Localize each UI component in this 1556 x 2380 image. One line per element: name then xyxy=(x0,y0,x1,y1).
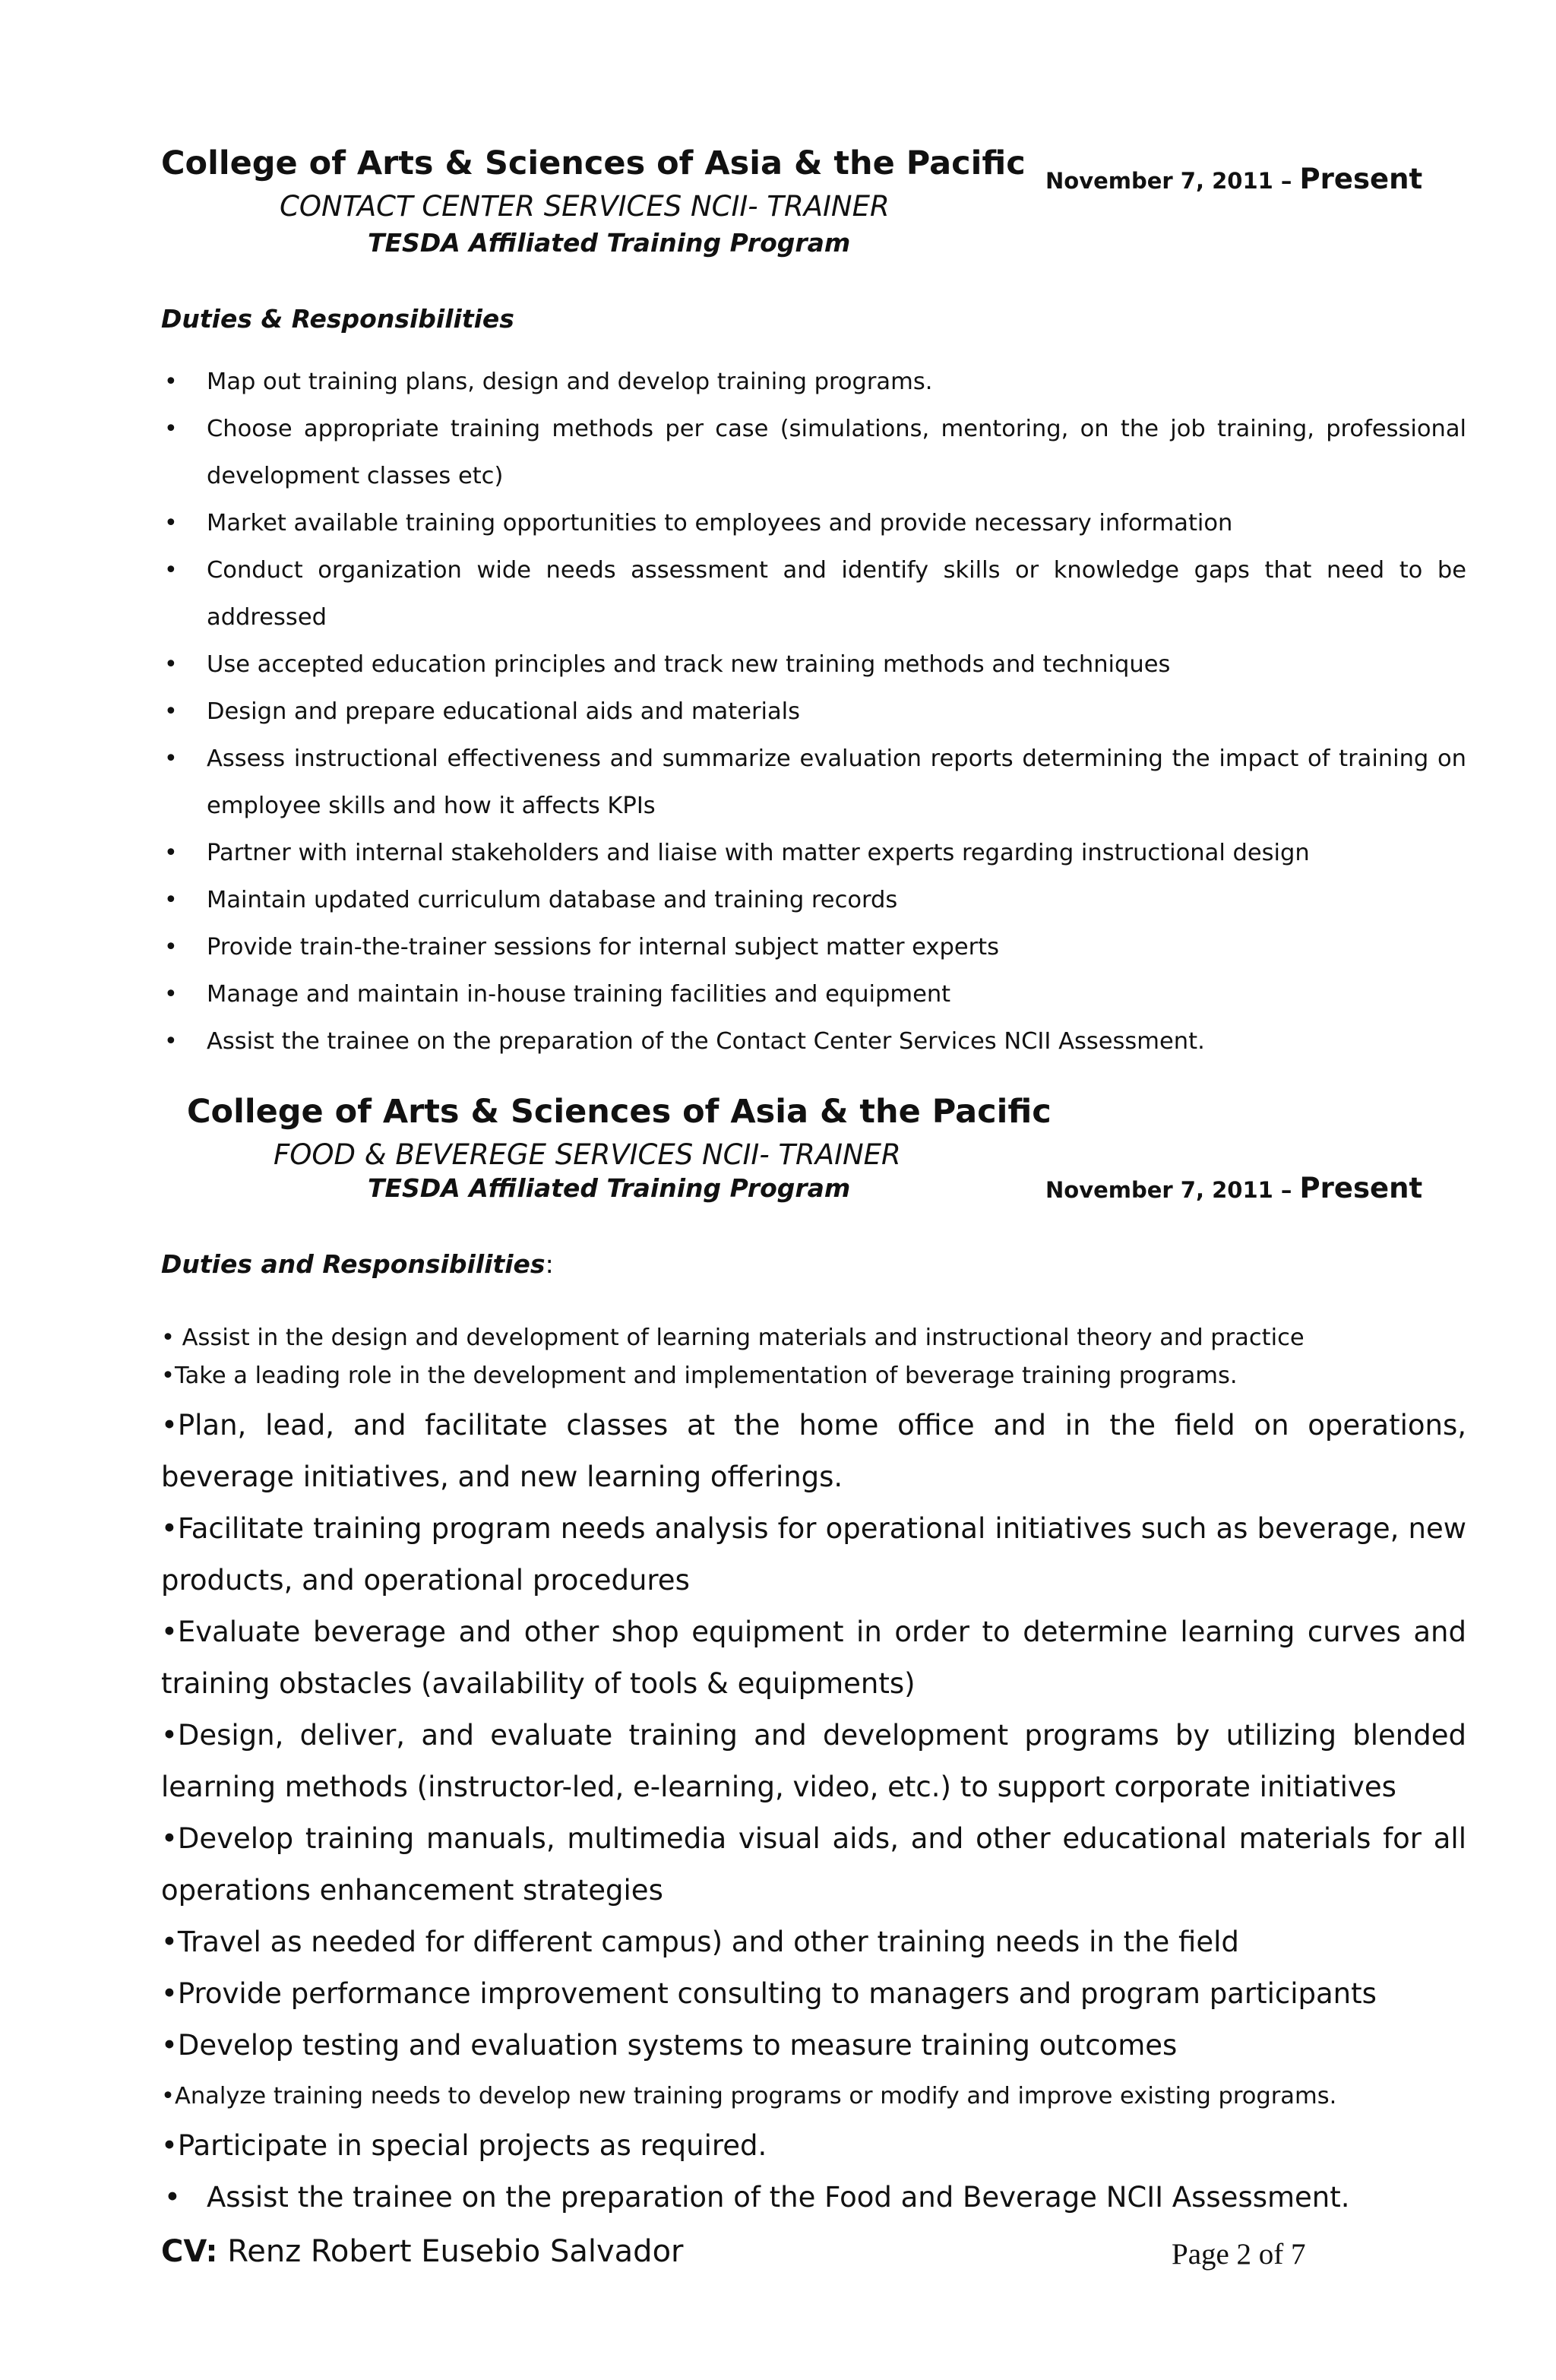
list-item: • Assist in the design and development of learning materials and instructional theory and practice xyxy=(161,1325,1305,1351)
section2-program: TESDA Affiliated Training Program xyxy=(368,1173,851,1203)
list-item: • Market available training opportunities to employees and provide necessary information xyxy=(161,500,1466,547)
section1-program: TESDA Affiliated Training Program xyxy=(368,228,851,258)
section2-duties-heading-text: Duties and Responsibilities xyxy=(161,1249,546,1279)
list-item: •Develop testing and evaluation systems to measure training outcomes xyxy=(161,2029,1178,2062)
list-item: •Take a leading role in the development and implementation of beverage training programs. xyxy=(161,1362,1238,1389)
section2-date-range: November 7, 2011 – xyxy=(1045,1177,1292,1203)
list-item: •Participate in special projects as required. xyxy=(161,2129,767,2162)
section2-duties-heading xyxy=(161,1249,554,1279)
list-item: • Use accepted education principles and track new training methods and techniques xyxy=(161,641,1466,688)
footer-cv-label: CV: xyxy=(161,2234,218,2269)
section1-duties-list xyxy=(161,359,1466,1065)
section2-org-title: College of Arts & Sciences of Asia & the Pacific xyxy=(187,1093,1052,1131)
section1-org-title: College of Arts & Sciences of Asia & the Pacific xyxy=(161,144,1026,182)
list-item: • Design and prepare educational aids and materials xyxy=(161,688,1466,736)
list-item: •Plan, lead, and facilitate classes at the home office and in the field on operations, beverage initiatives, and new learning offerings. xyxy=(161,1409,1466,1493)
section1-duties-heading: Duties & Responsibilities xyxy=(161,304,514,334)
section1-date xyxy=(1045,163,1422,195)
section2-duties-list xyxy=(161,1313,1466,2223)
list-item: • Assist the trainee on the preparation of the Contact Center Services NCII Assessment. xyxy=(161,1018,1466,1065)
section2-duties-colon: : xyxy=(545,1249,554,1279)
list-item: • Manage and maintain in-house training facilities and equipment xyxy=(161,971,1466,1018)
list-item: • Provide train-the-trainer sessions for internal subject matter experts xyxy=(161,924,1466,971)
section1-date-range: November 7, 2011 – xyxy=(1045,168,1292,194)
section2-role: FOOD & BEVEREGE SERVICES NCII- TRAINER xyxy=(274,1138,901,1171)
list-item: • Conduct organization wide needs assessment and identify skills or knowledge gaps that need to be addressed xyxy=(161,547,1466,641)
list-item: •Develop training manuals, multimedia visual aids, and other educational materials for all operations enhancement strategies xyxy=(161,1822,1466,1907)
list-item: • Map out training plans, design and develop training programs. xyxy=(161,359,1466,406)
list-item: •Evaluate beverage and other shop equipment in order to determine learning curves and training obstacles (availability of tools & equipments) xyxy=(161,1616,1466,1700)
section2-date xyxy=(1045,1172,1422,1204)
section1-role: CONTACT CENTER SERVICES NCII- TRAINER xyxy=(280,190,890,223)
footer-name: Renz Robert Eusebio Salvador xyxy=(217,2234,684,2269)
section2-date-present: Present xyxy=(1299,1172,1423,1204)
list-item: • Assess instructional effectiveness and summarize evaluation reports determining the impact of training on employee skills and how it affects KPIs xyxy=(161,736,1466,830)
list-item: •Facilitate training program needs analysis for operational initiatives such as beverage, new products, and operational procedures xyxy=(161,1512,1466,1597)
list-item: •Travel as needed for different campus) and other training needs in the field xyxy=(161,1926,1239,1958)
list-item: • Assist the trainee on the preparation of the Food and Beverage NCII Assessment. xyxy=(161,2172,1466,2223)
list-item: • Partner with internal stakeholders and liaise with matter experts regarding instructional design xyxy=(161,830,1466,877)
list-item: •Analyze training needs to develop new training programs or modify and improve existing programs. xyxy=(161,2083,1337,2109)
list-item: • Maintain updated curriculum database and training records xyxy=(161,877,1466,924)
footer-page-number: Page 2 of 7 xyxy=(1172,2238,1306,2271)
list-item: •Design, deliver, and evaluate training and development programs by utilizing blended learning methods (instructor-led, e-learning, video, etc.) to support corporate initiatives xyxy=(161,1719,1466,1803)
list-item: • Choose appropriate training methods per case (simulations, mentoring, on the job training, professional development classes etc) xyxy=(161,406,1466,500)
footer-cv-name xyxy=(161,2234,683,2269)
section1-date-present: Present xyxy=(1299,163,1423,195)
list-item: •Provide performance improvement consulting to managers and program participants xyxy=(161,1977,1377,2010)
